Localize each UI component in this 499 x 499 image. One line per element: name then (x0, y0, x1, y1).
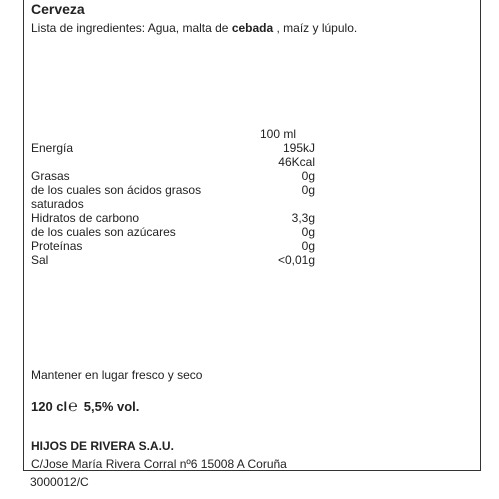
nutrient-name: saturados (31, 197, 84, 211)
nutrition-row (31, 169, 331, 183)
nutrition-row (31, 183, 331, 197)
nutrient-name: Sal (31, 253, 49, 267)
ingredients-prefix: Lista de ingredientes: Agua, malta de (31, 21, 232, 35)
label-frame (23, 0, 481, 471)
nutrient-name: Proteínas (31, 239, 83, 253)
alcohol-content: 5,5% vol. (83, 399, 140, 414)
nutrition-row (31, 155, 331, 169)
nutrient-value: 46Kcal (278, 155, 315, 169)
manufacturer-address: C/Jose María Rivera Corral nº6 15008 A Coruña (31, 457, 287, 471)
nutrient-name: de los cuales son ácidos grasos (31, 183, 202, 197)
nutrient-value: <0,01g (277, 253, 315, 267)
ingredients-suffix: , maíz y lúpulo. (273, 21, 358, 35)
nutrient-value: 195kJ (282, 141, 315, 155)
estimated-sign-icon: ℮ (68, 398, 78, 415)
nutrition-row (31, 197, 331, 211)
nutrient-value: 0g (301, 239, 315, 253)
product-code: 3000012/C (30, 475, 89, 489)
nutrition-row (31, 211, 331, 225)
nutrient-value: 0g (301, 169, 315, 183)
nutrient-name: de los cuales son azúcares (31, 225, 176, 239)
nutrition-row (31, 225, 331, 239)
volume-line (31, 399, 139, 414)
ingredients-list (31, 21, 357, 35)
volume-quantity: 120 cl (31, 399, 68, 414)
product-title: Cerveza (31, 1, 85, 17)
nutrient-value: 0g (301, 225, 315, 239)
nutrient-name: Hidratos de carbono (31, 211, 140, 225)
manufacturer-name: HIJOS DE RIVERA S.A.U. (31, 439, 174, 453)
storage-instructions: Mantener en lugar fresco y seco (31, 368, 203, 382)
nutrient-value: 0g (301, 183, 315, 197)
nutrient-name: Grasas (31, 169, 70, 183)
nutrition-per-header: 100 ml (260, 127, 297, 141)
nutrition-row (31, 239, 331, 253)
nutrient-name: Energía (31, 141, 74, 155)
nutrition-row (31, 253, 331, 267)
nutrient-value: 3,3g (291, 211, 315, 225)
nutrition-row (31, 141, 331, 155)
ingredients-allergen: cebada (231, 21, 274, 35)
